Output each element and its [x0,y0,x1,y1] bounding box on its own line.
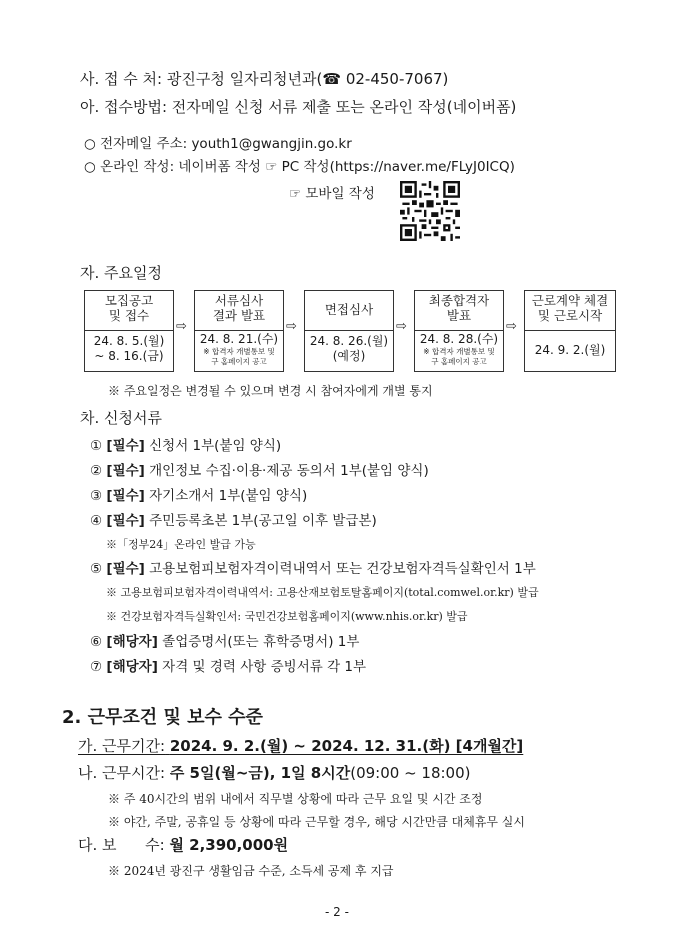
doc-number: ⑦ [90,659,103,675]
schedule-date: 24. 8. 26.(월) [309,334,389,348]
section-ja: 자. 주요일정 [80,264,162,282]
schedule-head-2: 발표 [446,308,472,323]
doc-text: 자격 및 경력 사항 증빙서류 각 1부 [162,659,367,675]
doc-number: ① [90,438,103,454]
schedule-box-final-announcement [414,290,504,372]
note-employment-insurance: ※ 고용보험피보험자격이력내역서: 고용산재보험토탈홈페이지(total.comwel.or.kr) 발급 [106,586,539,599]
doc-number: ② [90,463,103,479]
schedule-head-2: 결과 발표 [212,308,266,323]
schedule-date: 24. 8. 5.(월) [93,334,165,348]
schedule-box-recruit [84,290,174,372]
schedule-tentative: (예정) [332,349,366,363]
schedule-date-end: ~ 8. 16.(금) [94,349,164,363]
doc-text: 졸업증명서(또는 휴학증명서) 1부 [162,634,360,650]
work-hours-time: (09:00 ~ 18:00) [350,764,471,782]
mobile-line: ☞ 모바일 작성 [289,186,375,202]
arrow-icon: ⇨ [396,319,407,334]
schedule-note-line-2: 구 홈페이지 공고 [431,357,487,366]
pay-value: 월 2,390,000원 [169,836,289,854]
doc-item [90,557,536,577]
doc-tag: [필수] [106,561,145,577]
work-hours-label: 나. 근무시간: [78,764,166,782]
section-cha: 차. 신청서류 [80,409,162,427]
pay-note: ※ 2024년 광진구 생활임금 수준, 소득세 공제 후 지급 [108,864,394,878]
doc-number: ⑤ [90,561,103,577]
schedule-box-contract [524,290,616,372]
schedule-date: 24. 8. 28.(수) [419,332,499,346]
doc-number: ④ [90,513,103,529]
doc-tag: [필수] [106,438,145,454]
online-line: ○ 온라인 작성: 네이버폼 작성 ☞ PC 작성(https://naver.me/FLyJ0ICQ) [84,159,515,175]
doc-item [90,459,429,479]
work-period-label: 가. 근무기간: [78,737,166,755]
schedule-date: 24. 9. 2.(월) [534,343,606,357]
work-hours [78,762,470,783]
work-hours-note-2: ※ 야간, 주말, 공휴일 등 상황에 따라 근무할 경우, 해당 시간만큼 대체휴무 실시 [108,815,525,829]
doc-tag: [필수] [106,513,145,529]
section-sa: 사. 접 수 처: 광진구청 일자리청년과(☎ 02-450-7067) [80,70,449,88]
schedule-head-1: 최종합격자 [428,293,490,308]
arrow-icon: ⇨ [176,319,187,334]
doc-text: 신청서 1부(붙임 양식) [149,438,282,454]
doc-item [90,434,281,454]
doc-text: 주민등록초본 1부(공고일 이후 발급본) [149,513,377,529]
schedule-head-1: 서류심사 [214,293,264,308]
schedule-box-document-review [194,290,284,372]
doc-item [90,509,377,529]
schedule-note-line-2: 구 홈페이지 공고 [211,357,267,366]
doc-tag: [필수] [106,463,145,479]
pay [78,834,288,855]
note-gov24: ※「정부24」온라인 발급 가능 [106,538,256,551]
qr-code-image [400,181,460,241]
doc-item [90,484,307,504]
schedule-head-2: 및 접수 [108,308,150,323]
heading-work-conditions: 2. 근무조건 및 보수 수준 [62,707,263,728]
schedule-note-line-1: ※ 합격자 개별통보 및 [423,347,495,356]
work-period [78,735,523,756]
doc-tag: [해당자] [106,634,158,650]
schedule-head-1: 근로계약 체결 [531,293,609,308]
work-hours-value: 주 5일(월~금), 1일 8시간 [169,764,351,782]
email-line: ○ 전자메일 주소: youth1@gwangjin.go.kr [84,136,352,152]
doc-tag: [해당자] [106,659,158,675]
doc-number: ⑥ [90,634,103,650]
schedule-box-interview [304,290,394,372]
doc-item [90,630,359,650]
doc-text: 자기소개서 1부(붙임 양식) [149,488,308,504]
doc-text: 개인정보 수집·이용·제공 동의서 1부(붙임 양식) [149,463,429,479]
arrow-icon: ⇨ [506,319,517,334]
schedule-date: 24. 8. 21.(수) [199,332,279,346]
schedule-head-1: 면접심사 [324,302,374,317]
schedule-note: ※ 주요일정은 변경될 수 있으며 변경 시 참여자에게 개별 통지 [108,384,433,398]
work-hours-note-1: ※ 주 40시간의 범위 내에서 직무별 상황에 따라 근무 요일 및 시간 조정 [108,792,483,806]
doc-tag: [필수] [106,488,145,504]
schedule-note-line-1: ※ 합격자 개별통보 및 [203,347,275,356]
work-period-value: 2024. 9. 2.(월) ~ 2024. 12. 31.(화) [4개월간] [169,737,524,755]
schedule-head-1: 모집공고 [104,293,154,308]
note-health-insurance: ※ 건강보험자격득실확인서: 국민건강보험홈페이지(www.nhis.or.kr) 발급 [106,610,468,623]
doc-text: 고용보험피보험자격이력내역서 또는 건강보험자격득실확인서 1부 [149,561,536,577]
doc-number: ③ [90,488,103,504]
pay-label: 다. 보 수: [78,836,165,854]
page-number: - 2 - [325,905,349,919]
schedule-head-2: 및 근로시작 [537,308,603,323]
doc-item [90,655,366,675]
arrow-icon: ⇨ [286,319,297,334]
section-a: 아. 접수방법: 전자메일 신청 서류 제출 또는 온라인 작성(네이버폼) [80,98,517,116]
